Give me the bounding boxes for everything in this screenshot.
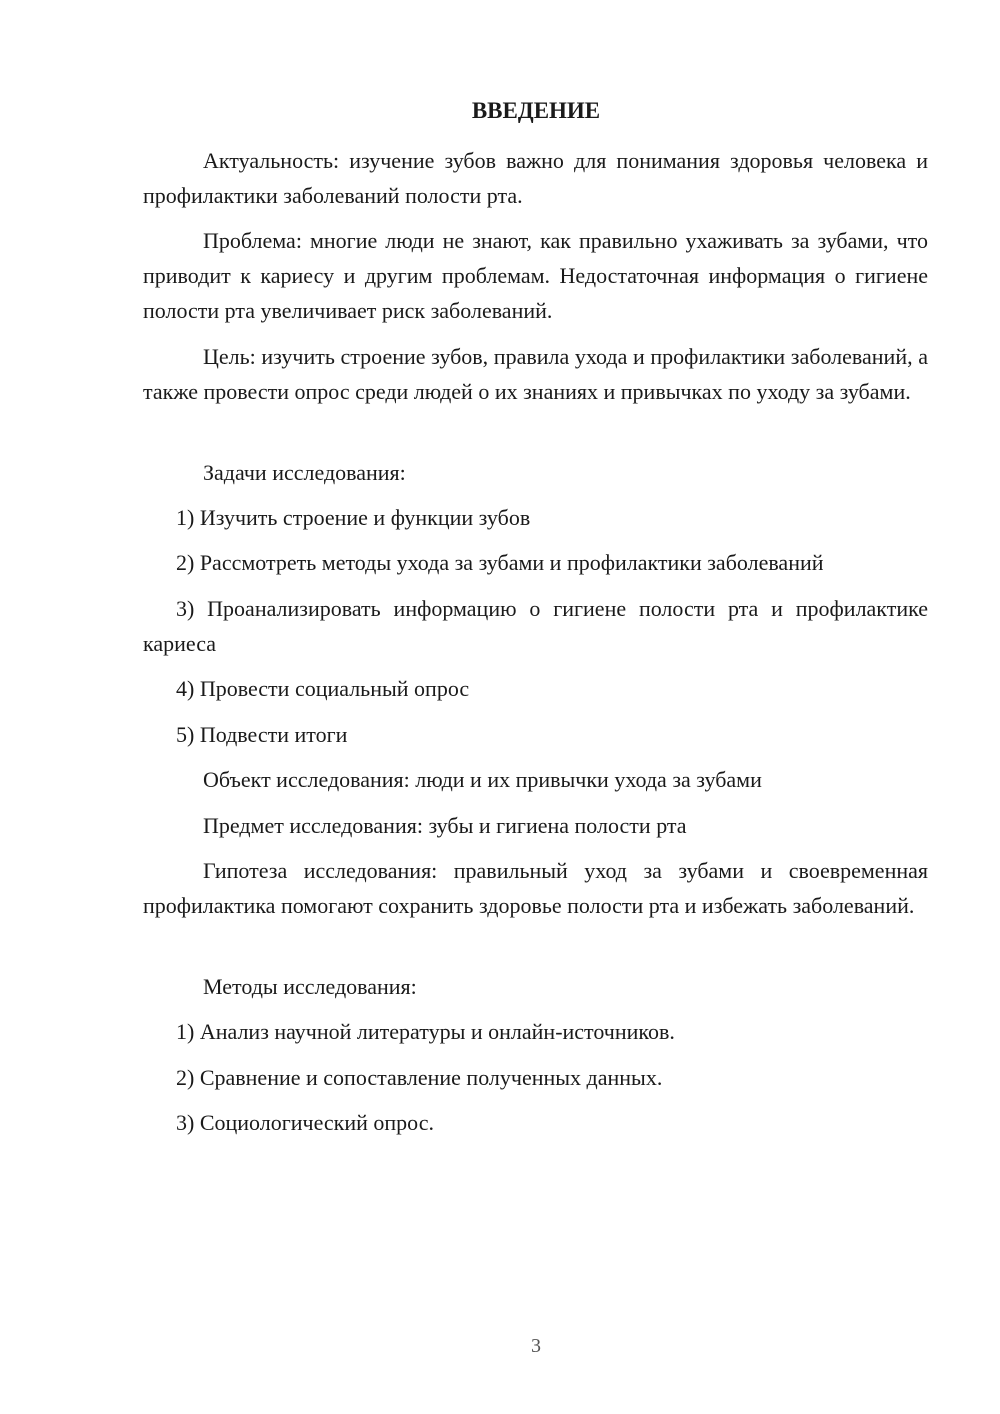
task-item-3: 3) Проанализировать информацию о гигиене полости рта и профилактике кариеса [143,596,928,656]
page-title: ВВЕДЕНИЕ [471,98,601,123]
task-item-5: 5) Подвести итоги [176,722,348,747]
goal-paragraph: Цель: изучить строение зубов, правила ухода и профилактики заболеваний, а также провести опрос среди людей о их знаниях и привычках по уходу за зубами. [143,344,928,404]
method-item-2: 2) Сравнение и сопоставление полученных данных. [176,1065,663,1090]
research-object: Объект исследования: люди и их привычки ухода за зубами [203,767,762,792]
problem-paragraph: Проблема: многие люди не знают, как правильно ухаживать за зубами, что приводит к кариесу и другим проблемам. Недостаточная информация о гигиене полости рта увеличивает риск заболеваний. [143,228,928,323]
method-item-3: 3) Социологический опрос. [176,1110,434,1135]
task-item-4: 4) Провести социальный опрос [176,676,470,701]
task-item-1: 1) Изучить строение и функции зубов [176,505,531,530]
method-item-1: 1) Анализ научной литературы и онлайн-источников. [176,1019,675,1044]
tasks-heading: Задачи исследования: [203,460,406,485]
hypothesis-paragraph: Гипотеза исследования: правильный уход за зубами и своевременная профилактика помогают сохранить здоровье полости рта и избежать заболеваний. [143,858,928,918]
task-item-2: 2) Рассмотреть методы ухода за зубами и профилактики заболеваний [176,550,824,575]
relevance-paragraph: Актуальность: изучение зубов важно для понимания здоровья человека и профилактики заболеваний полости рта. [143,148,928,208]
page-number: 3 [531,1335,541,1357]
methods-heading: Методы исследования: [203,974,417,999]
research-subject: Предмет исследования: зубы и гигиена полости рта [203,813,687,838]
